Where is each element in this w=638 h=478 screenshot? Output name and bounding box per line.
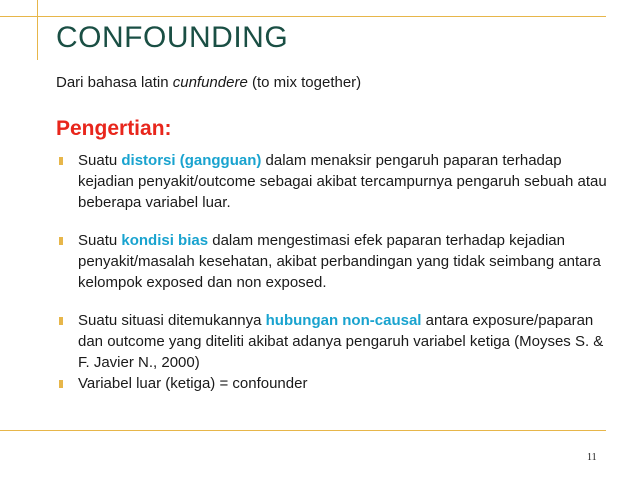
- definition-list: [56, 150, 616, 394]
- top-rule: [0, 16, 606, 17]
- list-item: [56, 230, 616, 293]
- subtitle-italic: cunfundere: [172, 74, 248, 91]
- bullet-square-icon: [59, 237, 63, 245]
- subtitle-prefix: Dari bahasa latin: [56, 74, 173, 91]
- section-heading: Pengertian:: [56, 117, 172, 140]
- list-item: [56, 150, 616, 213]
- list-item: [56, 310, 616, 373]
- item-highlight: kondisi bias: [121, 232, 209, 249]
- item-text-before: Suatu situasi ditemukannya: [78, 312, 266, 329]
- bullet-square-icon: [59, 380, 63, 388]
- item-text-before: Variabel luar (ketiga) = confounder: [78, 375, 308, 392]
- bullet-square-icon: [59, 317, 63, 325]
- item-highlight: distorsi (gangguan): [121, 152, 262, 169]
- bottom-rule: [0, 430, 606, 431]
- subtitle-suffix: (to mix together): [247, 74, 362, 91]
- slide-subtitle: [56, 74, 361, 91]
- item-text-after: dalam mengestimasi efek paparan terhadap kejadian penyakit/masalah kesehatan, akibat perbandingan yang tidak seimbang antara kelompok exposed dan non exposed.: [78, 232, 601, 291]
- item-text-after: antara exposure/paparan dan outcome yang diteliti akibat adanya pengaruh variabel ketiga (Moyses S. & F. Javier N., 2000): [78, 312, 604, 371]
- item-text-after: dalam menaksir pengaruh paparan terhadap kejadian penyakit/outcome sebagai akibat tercampurnya pengaruh sebuah atau beberapa variabel luar.: [78, 152, 607, 211]
- item-highlight: hubungan non-causal: [265, 312, 422, 329]
- list-item: [56, 373, 616, 394]
- item-text-before: Suatu: [78, 152, 122, 169]
- item-text-before: Suatu: [78, 232, 122, 249]
- page-number: 11: [587, 452, 597, 463]
- left-rule: [37, 0, 38, 60]
- bullet-square-icon: [59, 157, 63, 165]
- slide-title: CONFOUNDING: [56, 21, 289, 54]
